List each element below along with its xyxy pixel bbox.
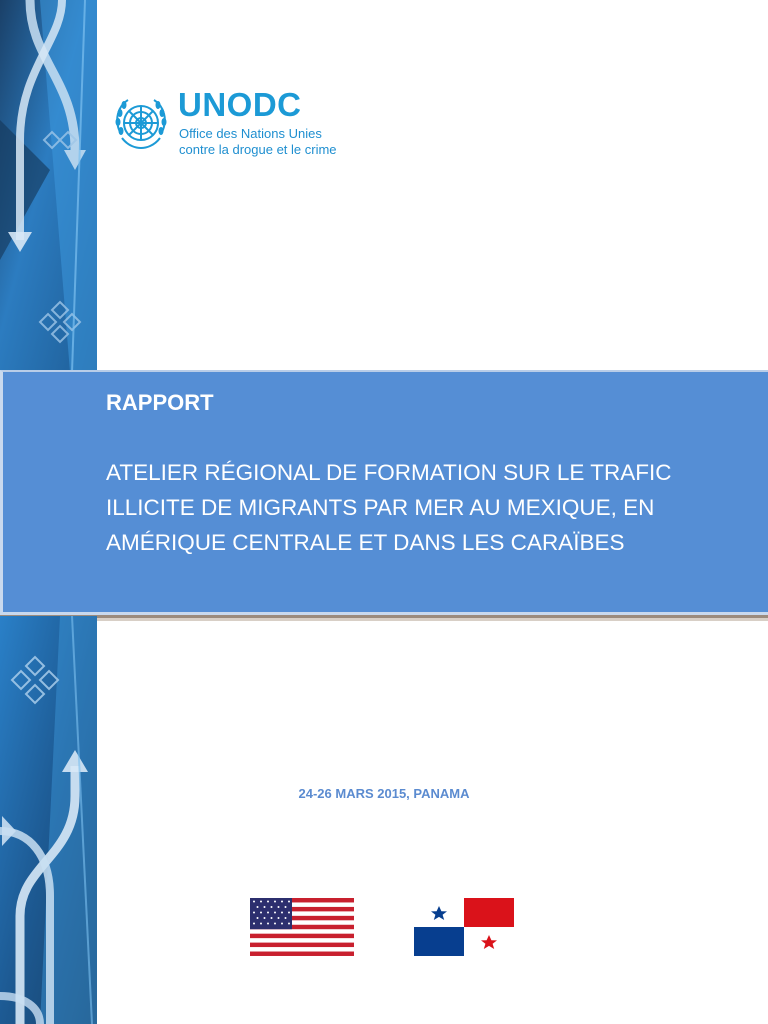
decorative-strip-top bbox=[0, 0, 97, 372]
arrows-pattern-icon bbox=[0, 0, 97, 372]
logo-subtitle-line-1: Office des Nations Unies bbox=[179, 126, 322, 141]
decorative-strip-bottom bbox=[0, 616, 97, 1024]
us-flag-icon bbox=[250, 898, 354, 956]
logo-title: UNODC bbox=[178, 86, 302, 123]
report-title-band bbox=[0, 370, 768, 616]
report-title: ATELIER RÉGIONAL DE FORMATION SUR LE TRAFIC ILLICITE DE MIGRANTS PAR MER AU MEXIQUE, EN AMÉRIQUE CENTRALE ET DANS LES CARAÏBES bbox=[106, 460, 672, 555]
event-date-location: 24-26 MARS 2015, PANAMA bbox=[298, 786, 470, 801]
arrows-pattern-icon bbox=[0, 616, 97, 1024]
un-emblem-icon bbox=[110, 92, 172, 154]
band-divider bbox=[0, 612, 768, 621]
report-label: RAPPORT bbox=[106, 390, 214, 415]
unodc-logo bbox=[110, 86, 370, 160]
panama-flag-icon bbox=[414, 898, 514, 956]
logo-subtitle-line-2: contre la drogue et le crime bbox=[179, 142, 337, 157]
